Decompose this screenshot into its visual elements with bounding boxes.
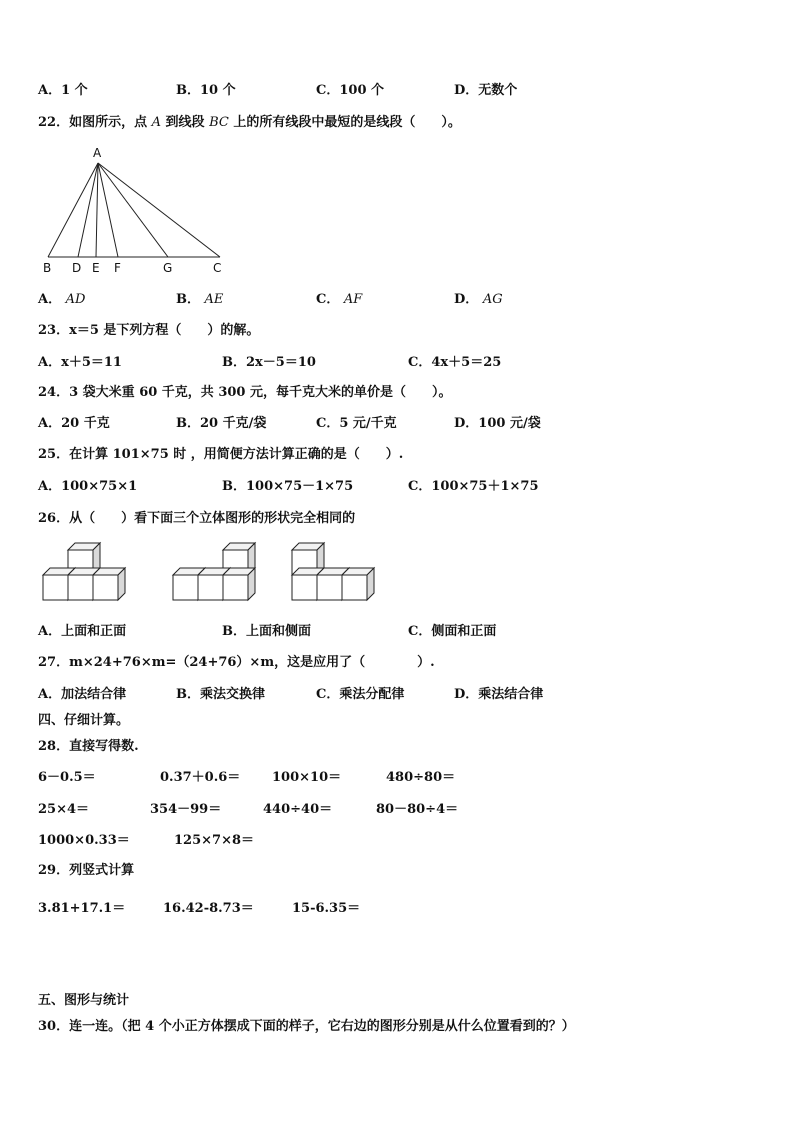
q26-stem: 26．从（ ）看下面三个立体图形的形状完全相同的: [38, 511, 356, 526]
q21-option-c: C．100 个: [316, 83, 385, 98]
cube-figure-2: [173, 543, 255, 600]
q27-stem: 27．m×24+76×m=（24+76）×m，这是应用了（ ）.: [38, 655, 435, 670]
q26-option-a: A．上面和正面: [38, 624, 127, 639]
q28-item: 354－99＝: [150, 802, 222, 817]
q25-option-b: B．100×75－1×75: [222, 479, 354, 494]
q21-option-b: B．10 个: [176, 83, 236, 98]
q22-option-d: D． AG: [454, 292, 503, 307]
q21-option-d: D．无数个: [454, 83, 518, 98]
q28-item: 100×10＝: [272, 770, 342, 785]
q27-option-b: B．乘法交换律: [176, 687, 266, 702]
q23-option-a: A．x＋5＝11: [38, 355, 122, 370]
q27-option-a: A．加法结合律: [38, 687, 127, 702]
label-f: F: [114, 261, 121, 275]
q23-option-c: C．4x＋5＝25: [408, 355, 502, 370]
q24-option-a: A．20 千克: [38, 416, 110, 431]
q22-option-c: C． AF: [316, 292, 363, 307]
q28-item: 440÷40＝: [263, 802, 333, 817]
label-b: B: [43, 261, 52, 275]
q24-option-b: B．20 千克/袋: [176, 416, 267, 431]
q28-stem: 28．直接写得数.: [38, 739, 139, 754]
cube-figure-3: [292, 543, 374, 600]
q28-item: 0.37＋0.6＝: [160, 770, 241, 785]
q24-option-c: C．5 元/千克: [316, 416, 397, 431]
q21-option-a: A．1 个: [38, 83, 88, 98]
q22-option-b: B． AE: [176, 292, 224, 307]
q28-item: 6－0.5＝: [38, 770, 96, 785]
q28-item: 480÷80＝: [386, 770, 456, 785]
q22-option-a: A． AD: [38, 292, 86, 307]
label-g: G: [163, 261, 173, 275]
label-d: D: [72, 261, 82, 275]
q28-item: 125×7×8＝: [174, 833, 255, 848]
q28-item: 1000×0.33＝: [38, 833, 130, 848]
label-e: E: [92, 261, 100, 275]
q26-option-c: C．侧面和正面: [408, 624, 497, 639]
q27-option-d: D．乘法结合律: [454, 687, 544, 702]
q30-stem: 30．连一连。（把 4 个小正方体摆成下面的样子，它右边的图形分别是从什么位置看到的？）: [38, 1019, 575, 1034]
q29-stem: 29．列竖式计算: [38, 863, 135, 878]
section-4-heading: 四、仔细计算。: [38, 713, 130, 728]
q25-option-c: C．100×75＋1×75: [408, 479, 539, 494]
q28-item: 80－80÷4＝: [376, 802, 459, 817]
q29-item: 15-6.35＝: [292, 901, 361, 916]
q24-option-d: D．100 元/袋: [454, 416, 541, 431]
q28-item: 25×4＝: [38, 802, 90, 817]
q26-option-b: B．上面和侧面: [222, 624, 312, 639]
q29-item: 3.81+17.1＝: [38, 901, 126, 916]
q25-stem: 25．在计算 101×75 时 ，用简便方法计算正确的是（ ）.: [38, 447, 404, 462]
q22-triangle-figure: [36, 143, 236, 278]
q22-stem: 22．如图所示，点 A 到线段 BC 上的所有线段中最短的是线段（ ）。: [38, 115, 461, 130]
q26-cube-figures: [38, 540, 383, 610]
q27-option-c: C．乘法分配律: [316, 687, 405, 702]
q29-item: 16.42-8.73＝: [163, 901, 254, 916]
q24-stem: 24．3 袋大米重 60 千克，共 300 元，每千克大米的单价是（ ）。: [38, 385, 452, 400]
label-c: C: [213, 261, 222, 275]
q25-option-a: A．100×75×1: [38, 479, 138, 494]
cube-figure-1: [43, 543, 125, 600]
q23-stem: 23．x＝5 是下列方程（ ）的解。: [38, 323, 260, 338]
label-a: A: [93, 146, 102, 160]
q23-option-b: B．2x－5＝10: [222, 355, 316, 370]
section-5-heading: 五、图形与统计: [38, 993, 130, 1008]
